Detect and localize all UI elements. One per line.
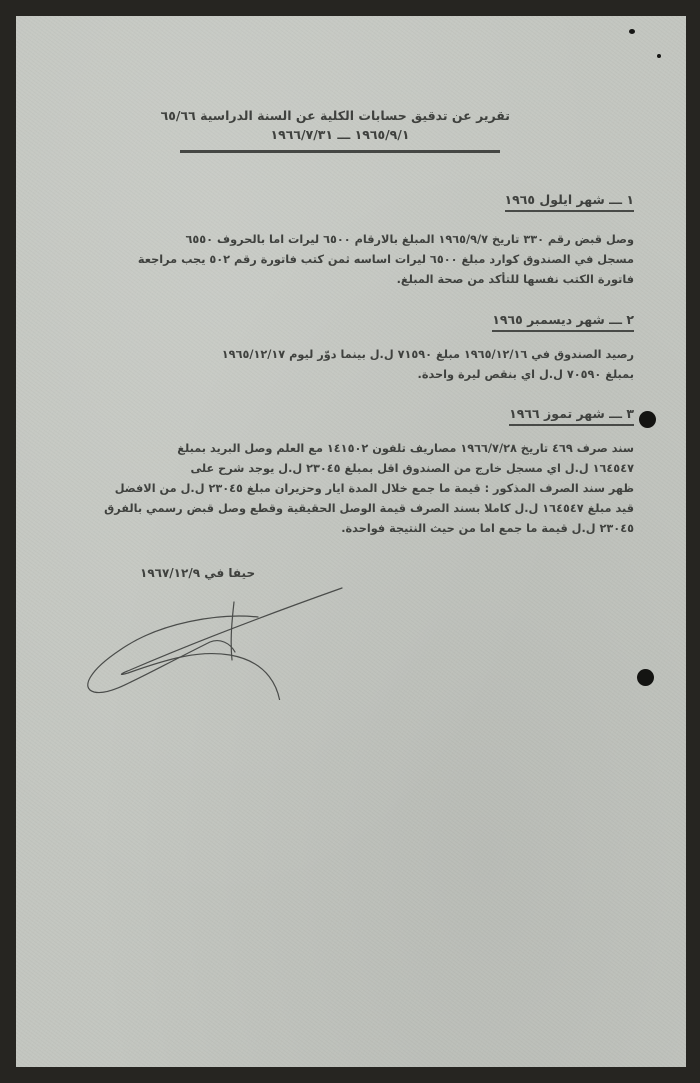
section-3-line-3: ظهر سند الصرف المذكور : قيمة ما جمع خلال المدة ايار وحزيران مبلغ ٢٣٠٤٥ ل.ل من الافضل [114,482,634,495]
ink-speck [629,29,635,34]
section-3-line-2: ١٦٤٥٤٧ ل.ل اي مسجل خارج من الصندوق اقل بمبلغ ٢٣٠٤٥ ل.ل يوجد شرح على [190,462,634,475]
section-3-line-4: قيد مبلغ ١٦٤٥٤٧ ل.ل كاملا بسند الصرف قيمة الوصل الحقيقية وقطع وصل قبض رسمي بالفرق [104,502,634,515]
section-2-line-2: بمبلغ ٧٠٥٩٠ ل.ل اي بنقص ليرة واحدة. [417,368,634,381]
document-title-line-1: تقرير عن تدقيق حسابات الكلية عن السنة الدراسية ٦٥/٦٦ [160,108,510,123]
section-1-line-1: وصل قبض رقم ٣٣٠ تاريخ ١٩٦٥/٩/٧ المبلغ بالارقام ٦٥٠٠ ليرات اما بالحروف ٦٥٥٠ [185,233,634,246]
section-3-line-1: سند صرف ٤٦٩ تاريخ ١٩٦٦/٧/٢٨ مصاريف تلفون ١٤١٥٠٢ مع العلم وصل البريد بمبلغ [177,442,634,455]
section-2-line-1: رصيد الصندوق في ١٩٦٥/١٢/١٦ مبلغ ٧١٥٩٠ ل.ل بينما دوّر ليوم ١٩٦٥/١٢/١٧ [221,348,634,361]
section-1-line-3: فاتورة الكتب نفسها للتأكد من صحة المبلغ. [396,273,634,286]
document-page [16,16,686,1067]
title-underline [180,150,500,153]
hole-punch-top [639,411,656,428]
section-3-heading: ٣ ـــ شهر تموز ١٩٦٦ [509,406,634,426]
signature [80,580,360,700]
hole-punch-bottom [637,669,654,686]
section-3-line-5: ٢٣٠٤٥ ل.ل قيمة ما جمع اما من حيث النتيجة فواحدة. [341,522,634,535]
section-2-heading: ٢ ـــ شهر ديسمبر ١٩٦٥ [492,312,634,332]
document-title-line-2: ١٩٦٥/٩/١ ـــ ١٩٦٦/٧/٣١ [270,127,410,142]
section-1-line-2: مسجل في الصندوق كوارد مبلغ ٦٥٠٠ ليرات اساسه ثمن كتب فاتورة رقم ٥٠٢ يجب مراجعة [137,253,634,266]
ink-speck [657,54,661,58]
section-1-heading: ١ ـــ شهر ايلول ١٩٦٥ [505,192,634,212]
place-date: حيفا في ١٩٦٧/١٢/٩ [140,566,256,580]
